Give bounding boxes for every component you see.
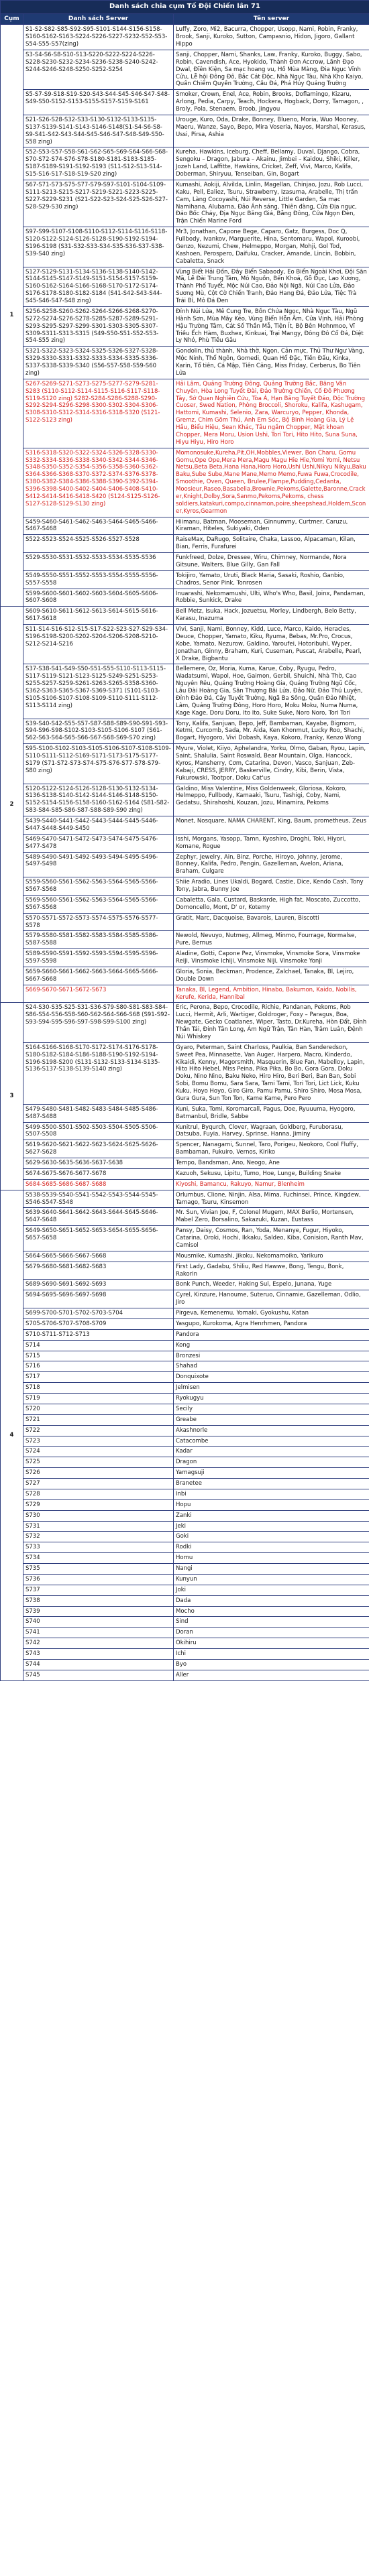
server-name-cell: Hiimanu, Batman, Mooseman, Ginnummy, Curtmer, Caruzu, Kiraman, Hiteles, Sukiyaki, Oden	[174, 517, 369, 535]
server-list-cell: S727	[23, 1479, 174, 1489]
server-list-cell: S67-S71-S73-S75-S77-S79-S97-S101-S104-S109-S111-S213-S215-S217-S219-S221-S223-S225-S227-S229-S231 (S21-S22-S23-S24-S25-S26-S27-S28-S29-S30 zing)	[23, 180, 174, 227]
table-row	[1, 1499, 369, 1510]
header-server-list: Danh sách Server	[23, 13, 174, 25]
table-row	[1, 90, 369, 115]
server-list-cell: S316-S318-S320-S322-S324-S326-S328-S330-S332-S334-S336-S338-S340-S342-S344-S346-S348-S350-S352-S354-S356-S358-S360-S362-S364-S366-S368-S370-S372-S374-S376-S378-S380-S382-S384-S386-S388-S390-S392-S394-S396-S398-S400-S402-S404-S406-S408-S410-S412-S414-S416-S418-S420 (S124-S125-S126-S127-S128-S129-S130 zing)	[23, 448, 174, 517]
table-row	[1, 1574, 369, 1585]
server-list-cell: S649-S650-S651-S652-S653-S654-S655-S656-S657-S658	[23, 1226, 174, 1251]
table-row	[1, 1383, 369, 1394]
table-row	[1, 553, 369, 571]
server-list-cell: S11-S14-S16-S12-S15-S17-S22-S23-S27-S29-S34-S196-S198-S200-S202-S204-S206-S208-S210-S212-S214-S216	[23, 625, 174, 664]
table-row	[1, 1361, 369, 1372]
server-list-cell: S549-S550-S551-S552-S553-S554-S555-S556-S557-S558	[23, 570, 174, 589]
server-name-cell: Myure, Violet, Kiiyo, Aphelandra, Yorku, Olmo, Gaban, Ryou, Lapin, Saint, Shalulia, Saint Roswald, Bear Mountain, Olga, Hancock, Kyros, Mansherry, Cơm, Catarina, Devon, Vasco, Sanjuan, Zeb-Kabaji, CRESS, JERRY, Baskerville, Cindry, Kibi, Berin, Vista, Fukurowski, Tootpor, Doku Cat'us	[174, 744, 369, 784]
cluster-label: 1	[1, 25, 23, 607]
table-row	[1, 607, 369, 625]
server-list-cell: S609-S610-S611-S612-S613-S614-S615-S616-S617-S618	[23, 607, 174, 625]
server-name-cell: Mocho	[174, 1606, 369, 1617]
server-list-cell: S732	[23, 1532, 174, 1542]
server-name-cell: Kunyun	[174, 1574, 369, 1585]
server-list-cell: S716	[23, 1361, 174, 1372]
server-list-cell: S469-S470-S471-S472-S473-S474-S475-S476-S477-S478	[23, 834, 174, 852]
server-list-cell: S745	[23, 1670, 174, 1680]
server-list-cell: S664-S665-S666-S667-S668	[23, 1251, 174, 1262]
table-row	[1, 570, 369, 589]
server-name-cell: Shiie Aradio, Lines Ukaldi, Bogard, Castie, Dice, Kendo Cash, Tony Tony, Jabra, Bunny Joe	[174, 877, 369, 896]
server-list-cell: S684-S685-S686-S687-S688	[23, 1179, 174, 1190]
table-row	[1, 1042, 369, 1104]
server-list-cell: S39-S40-S42-S55-S57-S87-S88-S89-S90-S91-S93-S94-S96-S98-S102-S103-S105-S106-S107 (S61-S62-S63-S64-S65-S66-S67-S68-S69-S70 zing)	[23, 719, 174, 744]
table-row	[1, 267, 369, 306]
server-list-cell: S731	[23, 1521, 174, 1532]
table-row	[1, 1468, 369, 1479]
server-list-cell: S499-S500-S501-S502-S503-S504-S505-S506-S507-S508	[23, 1122, 174, 1140]
server-list-cell: S733	[23, 1542, 174, 1553]
server-name-cell: Mr. Sun, Vivian Joe, F, Colonel Mugem, MAX Berlio, Mortensen, Mabel Zero, Borsalino, Sakazuki, Kuzan, Eustass	[174, 1208, 369, 1226]
server-name-cell: Jeki	[174, 1521, 369, 1532]
cluster-label: 3	[1, 1003, 23, 1190]
server-name-cell: Tokijiro, Yamato, Uruti, Black Maria, Sasaki, Roshio, Ganbio, Chadros, Senor Pink, Tonrosen	[174, 570, 369, 589]
server-list-cell: S737	[23, 1585, 174, 1595]
server-list-cell: S459-S460-S461-S462-S463-S464-S465-S466-S467-S468	[23, 517, 174, 535]
server-list-cell: S718	[23, 1383, 174, 1394]
table-row	[1, 1425, 369, 1436]
table-row	[1, 1280, 369, 1290]
table-row	[1, 744, 369, 784]
server-list-cell: S659-S660-S661-S662-S663-S664-S665-S666-S667-S668	[23, 967, 174, 985]
server-name-cell: Ichi	[174, 1649, 369, 1660]
table-row	[1, 347, 369, 379]
server-list-cell: S725	[23, 1457, 174, 1468]
server-name-cell: Eric, Perona, Bepo, Crocodile, Richie, Pandanan, Pekoms, Rob Lucci, Hermit, Arli, Wartiger, Goldroger, Foxy – Paragus, Boa, Newgate, Gecko Coatlanes, Wiper, Tasto, Dr.Kureha, Hòn Đất, Đỉnh Thần Tái, Đinh Tân Long, Ám Ngữ Trận, Tân Hàn, Trâm Luân, Đệnh Núi Whiskey	[174, 1003, 369, 1042]
server-name-cell: Sanji, Chopper, Nami, Shanks, Law, Franky, Kuroko, Buggy, Sabo, Robin, Cavendish, Ace, Hyokido, Thành Đơn Accrow, Lãnh Đạo Dwal, Đĩên Kiện, Sa mạc hoang vu, Hồ Mùa Màng, Đia Ngục Vĩnh Cửu, Lễ hội Đông Đô, Bắc Cát Độc, Nhà Ngục Tàu, Nhà Kho Kaiyo, Quần Chiếm Quyền Trường, Cầu Đá, Phá Hủy Quảng Trường	[174, 50, 369, 89]
server-name-cell: Gloria, Sonia, Beckman, Prodence, Zalchael, Tanaka, Bl, Lejiro, Double Down	[174, 967, 369, 985]
server-name-cell: Cabaletta, Gala, Custard, Baskarde, High fat, Moscato, Zuccotto, Domoncello, Mont, D' or, Kotemy	[174, 895, 369, 913]
server-list-cell: S722	[23, 1425, 174, 1436]
server-list-cell: S739	[23, 1606, 174, 1617]
server-name-cell: Kong	[174, 1340, 369, 1351]
server-name-cell: Kumashi, Aokiji, Alvilda, Linlin, Magellan, Chinjao, Jozu, Rob Lucci, Kaku, Pell, Ealiez, Tsuru, Strawberry, Izasuma, Arabelle, Thị trấn Cam, Làng Cocoyashi, Núi Reverse, Little Garden, Sa mạc Namihana, Alubarna, Đảo Ánh sáng, Thiên đàng, Cửa Địa ngục, Đảo Bốc Cháy, Địa Ngục Băng Giá, Bẵng Đông, Cửa Ngọn Đèn, Trận Chiến Marine Ford	[174, 180, 369, 227]
table-row	[1, 895, 369, 913]
server-name-cell: Smoker, Crown, Enel, Ace, Robin, Brooks, Doflamingo, Kizaru, Arlong, Pedia, Carpy, Teach, Hockera, Hogback, Dorry, Tamagon, , Broly, Pola, Stenaem, Broob, Jingyou	[174, 90, 369, 115]
server-name-cell: Zephyr, Jewelry, Ain, Binz, Porche, Hiroyo, Johnny, Jerome, Bonney, Kalifa, Pedro, Pengin, Gazelleman, Avelon, Ariana, Braham, Culgare	[174, 852, 369, 877]
table-row	[1, 625, 369, 664]
server-name-cell: Aller	[174, 1670, 369, 1680]
table-row	[1, 1595, 369, 1606]
server-name-cell: Pirgeva, Kemenemu, Yomaki, Gyokushu, Katan	[174, 1308, 369, 1319]
table-row	[1, 379, 369, 448]
table-row	[1, 1226, 369, 1251]
server-name-cell: Kuni, Suka, Tomi, Koromarcall, Pagus, Doe, Ryuuuma, Hyogoro, Batmanbul, Bridle, Sabbe	[174, 1104, 369, 1122]
table-row	[1, 1394, 369, 1404]
server-list-cell: S734	[23, 1553, 174, 1564]
server-name-cell: Vivi, Sanji, Nami, Bonney, Kidd, Luce, Marco, Kaido, Heracles, Deuce, Chopper, Yamato, Kiku, Ryuma, Bebas, Mr.Pro, Crocus, Kobe, Yamato, Nezurow, Galdino, Yaroufei, Hotoribuhi, Wyper, Jonathan, Ginny, Braham, Kuri, Cuseman, Puscat, Arabelle, Pearl, X Drake, Bigbantu	[174, 625, 369, 664]
table-row	[1, 816, 369, 835]
table-row	[1, 1628, 369, 1638]
table-row	[1, 1649, 369, 1660]
server-list-cell: S723	[23, 1436, 174, 1447]
server-list-cell: S1-S2-S82-S85-S92-S95-S101-S144-S156-S158-S160-S162-S163-S224-S226-S227-S232-S52-S53-S54-S55-S57(zing)	[23, 25, 174, 50]
table-row	[1, 147, 369, 180]
server-name-cell: Đỉnh Núi Lửa, Mê Cung Tre, Bồn Chứa Ngọc, Nhà Ngục Tàu, Ngũ Hành Sơn, Mùa Mây Kéo, Vùng Biển Hỗn Âm, Cửa Vịnh, Hải Phòng Hậu Trường Tâm, Cát Số Thần Mẫ, Tiện Ỉt, Bộ Bên Mohnmoo, Vĩ Triều Ếch Hàm, Buxhex, Kinkuai, Trại Mangy, Đông Đô Cổ Đá, Diệt Ly Nhỏ, Phù Tiều Gâu	[174, 306, 369, 346]
server-list-cell: S256-S258-S260-S262-S264-S266-S268-S270-S272-S274-S276-S278-S285-S287-S289-S291-S293-S295-S297-S299-S301-S303-S305-S307-S309-S311-S313-S315 (S49-S50-S51-S52-S53-S54-S55 zing)	[23, 306, 174, 346]
server-list-cell: S267-S269-S271-S273-S275-S277-S279-S281-S283 (S110-S112-S114-S115-S116-S117-S118-S119-S120 zing) S282-S284-S286-S288-S290-S292-S294-S296-S298-S300-S302-S304-S306-S308-S310-S312-S314-S316-S318-S320 (S121-S122-S123 zing)	[23, 379, 174, 448]
table-row	[1, 180, 369, 227]
server-name-cell: Hopu	[174, 1499, 369, 1510]
table-row	[1, 664, 369, 719]
server-list-cell: S3-S4-S6-S8-S10-S13-S220-S222-S224-S226-S228-S230-S232-S234-S236-S238-S240-S242-S244-S246-S248-S250-S252-S254	[23, 50, 174, 89]
server-list-cell: S97-S99-S107-S108-S110-S112-S114-S116-S118-S120-S122-S124-S126-S128-S190-S192-S194-S196-S198 (S31-S32-S33-S34-S35-S36-S37-S38-S39-S40 zing)	[23, 227, 174, 267]
server-name-cell: Bell Metz, Isuka, Hack, Jozuetsu, Morley, Lindbergh, Belo Betty, Karasu, Inazuma	[174, 607, 369, 625]
server-name-cell: Tanaka, Bl, Legend, Ambition, Hinabo, Bakumon, Kaido, Nobilis, Kerufe, Kerida, Hannibal	[174, 985, 369, 1003]
server-list-cell: S740	[23, 1617, 174, 1628]
server-name-cell: Catacombe	[174, 1436, 369, 1447]
table-row	[1, 985, 369, 1003]
server-name-cell: Greabe	[174, 1414, 369, 1425]
table-row	[1, 227, 369, 267]
server-list-cell: S321-S322-S323-S324-S325-S326-S327-S328-S329-S330-S331-S332-S333-S334-S335-S336-S337-S338-S339-S340 (S56-S57-S58-S59-S60 zing)	[23, 347, 174, 379]
server-name-cell: Joki	[174, 1585, 369, 1595]
table-row	[1, 967, 369, 985]
table-row	[1, 1457, 369, 1468]
server-name-cell: Orlumbus, Clione, Ninjin, Alsa, Mima, Fuchinsei, Prince, Kingdew, Tamago, Tsuru, Kinsemon	[174, 1190, 369, 1208]
header-cum: Cụm	[1, 13, 23, 25]
table-row	[1, 1179, 369, 1190]
server-list-cell: S127-S129-S131-S134-S136-S138-S140-S142-S144-S145-S147-S149-S151-S154-S157-S159-S160-S162-S164-S166-S168-S170-S172-S174-S176-S178-S180-S182-S184 (S41-S42-S43-S44-S45-S46-S47-S48 zing)	[23, 267, 174, 306]
server-list-cell: S37-S38-S41-S49-S50-S51-S55-S110-S113-S115-S117-S119-S121-S123-S125-S249-S251-S253-S255-S257-S259-S261-S263-S265-S358-S360-S362-S363-S365-S367-S369-S371 (S101-S103-S105-S106-S107-S108-S109-S110-S111-S112-S113-S114 zing)	[23, 664, 174, 719]
server-list-cell: S674-S675-S676-S677-S678	[23, 1168, 174, 1179]
server-name-cell: Shahad	[174, 1361, 369, 1372]
server-name-cell: Luffy, Zoro, Mi2, Bacurra, Chopper, Usopp, Nami, Robin, Franky, Brook, Sanji, Kuroko, Sutton, Campasnio, Hidon, Jigoro, Gallant Hippo	[174, 25, 369, 50]
server-list-cell: S639-S640-S641-S642-S643-S644-S645-S646-S647-S648	[23, 1208, 174, 1226]
table-row	[1, 1290, 369, 1308]
server-name-cell: Kiyoshi, Bamancu, Rakuyo, Namur, Blenheim	[174, 1179, 369, 1190]
server-name-cell: Pansy, Daisy, Cosmos, Ran, Yoda, Menanye, Fugur, Hiyoko, Catarina, Oroki, Hochi, Ikkaku, Saldeo, Kiba, Conision, Ranth Mav, Camisol	[174, 1226, 369, 1251]
server-name-cell: Vùng Biết Hải Đồn, Đây Biển Sabaody, Eo Biển Ngoài Khơi, Đội Săn Mã, Lễ Đài Trung Tâm, Mô Nguồn, Bến Khoá, Gỗ Đục, Lao Xương, Thành Phố Tuyết, Mộc Núi Cao, Đảo Nội Ngã, Núi Cao Lửa, Đảo Sương Mù, Cột Cờ Chiến Tranh, Đảo Hang Đá, Đảo Lửa, Tiệc Trà Trái Bí, Mỏ Đá Đen	[174, 267, 369, 306]
server-name-cell: RaiseMax, DaRugo, Solitaire, Chaka, Lassoo, Alpacaman, Kilan, Bian, Ferris, Furafurei	[174, 535, 369, 553]
server-name-cell: Inuarashi, Nekomamushi, Ulti, Who's Who, Basil, Joinx, Pandaman, Robbie, Sunkick, Drake	[174, 589, 369, 607]
server-list-cell: S742	[23, 1638, 174, 1649]
table-row	[1, 1251, 369, 1262]
server-name-cell: Ryokugyu	[174, 1394, 369, 1404]
table-row	[1, 1606, 369, 1617]
table-row	[1, 1521, 369, 1532]
server-name-cell: Gyaro, Peterman, Saint Charloss, Paulkia, Ban Sanderedson, Sweet Pea, Minnasette, Van Auger, Harpero, Macro, Kinderdo, Kikaidi, Kenny, Magorsmith, Masquerin, Blue Fan, Mabelloy, Lapin, Hito Hito Hebel, Miss Peina, Pika Pika, Bo Bo, Gora Gora, Doku Doku, Nino Nino, Baku Neko, Hiro Hiro, Beri Beri, Ban Ban, Sobi Sobi, Bomu Bomu, Sara Sara, Tami Tami, Tori Tori, Lict Lick, Kuku Kuku, Hoyo Hoyo, Giro Giro, Pamu Pamu, Shiro Shiro, Mosa Mosa, Gura Gura, Sun Ton Ton, Kame Kame, Pero Pero	[174, 1042, 369, 1104]
server-list-cell: S669-S670-S671-S672-S673	[23, 985, 174, 1003]
server-list-cell: S699-S700-S701-S702-S703-S704	[23, 1308, 174, 1319]
header-row	[1, 13, 369, 25]
server-name-cell: Byo	[174, 1659, 369, 1670]
table-row	[1, 115, 369, 147]
table-row	[1, 1262, 369, 1280]
table-row	[1, 1564, 369, 1575]
table-row	[1, 931, 369, 949]
table-row	[1, 949, 369, 967]
table-row	[1, 1104, 369, 1122]
server-list-cell: S719	[23, 1394, 174, 1404]
table-row	[1, 1404, 369, 1414]
table-row	[1, 1351, 369, 1361]
server-list-cell: S714	[23, 1340, 174, 1351]
server-name-cell: Akashnorle	[174, 1425, 369, 1436]
cluster-label: 2	[1, 607, 23, 1003]
server-name-cell: Branetee	[174, 1479, 369, 1489]
server-list-cell: S599-S600-S601-S602-S603-S604-S605-S606-S607-S608	[23, 589, 174, 607]
server-list-cell: S679-S680-S681-S682-S683	[23, 1262, 174, 1280]
table-row	[1, 834, 369, 852]
server-name-cell: Homu	[174, 1553, 369, 1564]
server-list-cell: S439-S440-S441-S442-S443-S444-S445-S446-S447-S448-S449-S450	[23, 816, 174, 835]
table-row	[1, 1140, 369, 1158]
server-name-cell: Galdino, Miss Valentine, Miss Goldenweek, Gloriosa, Kokoro, Helmeppo, Fullbody, Kamaaki, Tsuru, Tashigi, Coby, Nami, Gedatsu, Shirahoshi, Kouzan, Jozu, Minamira, Pekoms	[174, 784, 369, 816]
server-name-cell: Yamagsuji	[174, 1468, 369, 1479]
table-row	[1, 1340, 369, 1351]
table-row	[1, 1659, 369, 1670]
server-name-cell: Aladine, Gotti, Capone Pez, Vinsmoke, Vinsmoke Sora, Vinsmoke Reiji, Vinsmoke Ichiji, Vinsmoke Niji, Vinsmoke Yonji	[174, 949, 369, 967]
server-name-cell: First Lady, Gadabu, Shiliu, Red Hawwe, Bong, Tengu, Bonk, Rakorin	[174, 1262, 369, 1280]
server-list-cell: S570-S571-S572-S573-S574-S575-S576-S577-S578	[23, 913, 174, 931]
server-list-cell: S741	[23, 1628, 174, 1638]
server-list-cell: S689-S690-S691-S692-S693	[23, 1280, 174, 1290]
server-name-cell: Doran	[174, 1628, 369, 1638]
server-list-cell: S24-S30-S35-S25-S31-S36-S79-S80-S81-S83-S84-S86-S54-S56-S58-S60-S62-S64-S66-S68 (S91-S92-S93-S94-S95-S96-S97-S98-S99-S100 zing)	[23, 1003, 174, 1042]
table-row	[1, 1617, 369, 1628]
server-name-cell: Bronzesi	[174, 1351, 369, 1361]
server-list-cell: S729	[23, 1499, 174, 1510]
server-name-cell: Okihiru	[174, 1638, 369, 1649]
table-row	[1, 1329, 369, 1340]
table-row	[1, 1372, 369, 1383]
server-name-cell: Tony, Kalifa, Sanjuan, Bepo, Jeff, Bambaman, Kayabe, Bigmom, Ketmi, Curcomb, Sada, Mr. Aida, Ken Khonmut, Lucky Roo, Shachi, Bogart, Hyogoro, Vivi Dobash, Kaya, Kokoro, Franky, Kenzo Wong	[174, 719, 369, 744]
server-name-cell: Gratit, Marc, Dacquoise, Bavarois, Lauren, Biscotti	[174, 913, 369, 931]
server-name-cell: Yasgupo, Kurokoma, Agra Henrhmen, Pandora	[174, 1318, 369, 1329]
cluster-label: 4	[1, 1190, 23, 1680]
table-row	[1, 852, 369, 877]
table-row	[1, 1638, 369, 1649]
server-list-cell: S715	[23, 1351, 174, 1361]
server-list-cell: S589-S590-S591-S592-S593-S594-S595-S596-S597-S598	[23, 949, 174, 967]
table-row	[1, 877, 369, 896]
server-name-cell: Cyrel, Kinzure, Hanoume, Suteruo, Cinnamie, Gazelleman, Odlio, Jiro	[174, 1290, 369, 1308]
table-row	[1, 1585, 369, 1595]
server-list-cell: S720	[23, 1404, 174, 1414]
cluster-table-body	[1, 25, 369, 1680]
table-row	[1, 1003, 369, 1042]
table-row	[1, 913, 369, 931]
server-list-cell: S738	[23, 1595, 174, 1606]
server-name-cell: Dragon	[174, 1457, 369, 1468]
server-list-cell: S120-S122-S124-S126-S128-S130-S132-S134-S136-S138-S140-S142-S144-S146-S148-S150-S152-S154-S156-S158-S160-S162-S164 (S81-S82-S83-S84-S85-S86-S87-S88-S89-S90 zing)	[23, 784, 174, 816]
sheet-title: Danh sách chia cụm Tố Đội Chiến lân 71	[1, 1, 369, 14]
server-name-cell: Hải Lâm, Quảng Trường Đông, Quảng Trường Bắc, Băng Vân Chuyên, Hòa Long Tuyết Đài, Đảo Trường Chiến, Cố Đô Phương Tây, Sở Quan Nghiên Cứu, Tòa Á, Hạn Băng Tuyết Đảo, Độc Trường Cuoser, Swed Nation, Phòng Broccoli, Shoroku, Kalifa, Kashugam, Hattomi, Kumashi, Selenio, Zara, Warcuryo, Pepper, Khonda, Gremz, Chim Gõm Thú, Anh Em Sóc, Bộ Binh Hoàng Gia, Lý Lệ Hầu, Biểu Hiệu, Sean Khác, Tầu ngầm Chopper, Mặt khoan Chopper, Mera Moru, Usion Ushi, Tori Tori, Hito Hito, Suna Suna, Hiyu Hiyu, Hiro Horo	[174, 379, 369, 448]
server-list-cell: S710-S711-S712-S713	[23, 1329, 174, 1340]
server-list-cell: S529-S530-S531-S532-S533-S534-S535-S536	[23, 553, 174, 571]
table-row	[1, 1447, 369, 1457]
server-list-cell: S744	[23, 1659, 174, 1670]
table-row	[1, 25, 369, 50]
server-name-cell: Funkfreed, Dolze, Dressee, Wiru, Chimney, Normande, Nora Gitsune, Walters, Blue Gilly, Gan Fall	[174, 553, 369, 571]
server-name-cell: Urouge, Kuro, Oda, Drake, Bonney, Blueno, Moria, Wuo Mooney, Maeru, Wanze, Sayo, Bepo, Mira Voseria, Nayos, Marshal, Kerasus, Ussi, Pirsa, Ashia	[174, 115, 369, 147]
server-name-cell: Bonk Punch, Weeder, Haking Sul, Espelo, Junana, Yuge	[174, 1280, 369, 1290]
server-list-cell: S619-S620-S621-S622-S623-S624-S625-S626-S627-S628	[23, 1140, 174, 1158]
header-server-name: Tên server	[174, 13, 369, 25]
sheet-title-row	[1, 1, 369, 14]
server-name-cell: Kadar	[174, 1447, 369, 1457]
server-list-cell: S579-S580-S581-S582-S583-S584-S585-S586-S587-S588	[23, 931, 174, 949]
server-name-cell: Jelmisen	[174, 1383, 369, 1394]
server-name-cell: Bellemere, Oz, Moria, Kuma, Karue, Coby, Ryugu, Pedro, Wadatsumi, Wapol, Hoe, Gaimon, Gerbil, Shuichi, Nhà Thờ, Cao Nguyên Rêu, Quảng Trường Hoàng Gia, Quảng Trường Ngũ Cốc, Lâu Đài Hoàng Gia, Sân Thượng Bãi Lửa, Đảo Nữ, Đảo Thú Luyện, Đỉnh Đảo Đá, Cây Tuyết Trường, Ngã Ba Sông, Quần Đảo Nhiệt, Lâm, Quảng Trường Đông, Horo Horo, Moku Moku, Numa Numa, Kage Kage, Doru Doru, Ito Ito, Suke Suke, Noro Noro, Tori Tori	[174, 664, 369, 719]
server-name-cell: Secily	[174, 1404, 369, 1414]
server-list-cell: S743	[23, 1649, 174, 1660]
server-name-cell: Tempo, Bandsman, Ano, Neogo, Ane	[174, 1158, 369, 1169]
table-row	[1, 784, 369, 816]
table-row	[1, 1553, 369, 1564]
table-row	[1, 589, 369, 607]
server-name-cell: Newold, Nevuyo, Nutmeg, Allmeg, Minmo, Fourrage, Normalse, Pure, Bernus	[174, 931, 369, 949]
server-list-cell: S730	[23, 1510, 174, 1521]
server-name-cell: Momonosuke,Kureha,Pit,OH,Mobbles,Viewer, Bon Charu, Gomu Gomu,Ope Ope,Mera Mera,Magu Magu Hie Hie,Yomi Yomi, Netsu Netsu,Beta Beta,Hana Hana,Horo Horo,Ushi Ushi,Nikyu Nikyu,Baku Baku,Sube Sube,Mane Mane,Memo Memo,Fuwa Fuwa,Crocodile, Smoothie, Oven, Queen, Brulee,Flampe,Pudding,Cedanta, Moosieur,Raseo,Basabelia,Brownie,Pekoms,Galette,Baronne,Cracker,Knight,Dolby,Sora,Sanmo,Pekoms,Pekoms, chess soldiers,katakuri,compo,cinnamon,poire,sheepshead,Holdem,Sconer,Kyros,Gearmon	[174, 448, 369, 517]
server-name-cell: Kureha, Hawkins, Iceburg, Cheff, Bellamy, Duval, Django, Cobra, Sengoku – Dragon, Jabura – Akainu, Jimbei – Kaidou, Shiki, Killer, Jozeh Land, Laffitte, Hawkins, Cricket, Zeff, Vivi, Marco, Kalifa, Doberman, Shiryuu, Tenseiban, Gin, Bogart	[174, 147, 369, 180]
table-row	[1, 535, 369, 553]
table-row	[1, 1670, 369, 1680]
table-row	[1, 1190, 369, 1208]
table-row	[1, 1510, 369, 1521]
server-name-cell: Kunitrul, Byqurch, Clover, Wagraan, Goldberg, Furuborasu, Datsuba, Fuyia, Harvey, Sprinse, Hanna, Jiminy	[174, 1122, 369, 1140]
table-row	[1, 1489, 369, 1499]
server-name-cell: Monet, Nosquare, NAMA CHARENT, King, Baum, prometheus, Zeus	[174, 816, 369, 835]
server-list-cell: S489-S490-S491-S492-S493-S494-S495-S496-S497-S498	[23, 852, 174, 877]
server-list-cell: S479-S480-S481-S482-S483-S484-S485-S486-S487-S488	[23, 1104, 174, 1122]
server-list-cell: S629-S630-S635-S636-S637-S638	[23, 1158, 174, 1169]
server-list-cell: S5-S7-S9-S18-S19-S20-S43-S44-S45-S46-S47-S48-S49-S50-S152-S153-S155-S157-S159-S161	[23, 90, 174, 115]
server-list-cell: S52-S53-S57-S58-S61-S62-S65-S69-S64-S66-S68-S70-S72-S74-S76-S78-S180-S181-S183-S185-S187-S189-S191-S192-S193 (S11-S12-S13-S14-S15-S16-S17-S18-S19-S20 zing)	[23, 147, 174, 180]
server-name-cell: Pandora	[174, 1329, 369, 1340]
table-row	[1, 1158, 369, 1169]
server-list-cell: S728	[23, 1489, 174, 1499]
server-list-cell: S164-S166-S168-S170-S172-S174-S176-S178-S180-S182-S184-S186-S188-S190-S192-S194-S196-S198-S200 (S131-S132-S133-S134-S135-S136-S137-S138-S139-S140 zing)	[23, 1042, 174, 1104]
server-list-cell: S735	[23, 1564, 174, 1575]
server-list-cell: S559-S560-S561-S562-S563-S564-S565-S566-S567-S568	[23, 877, 174, 896]
table-row	[1, 1318, 369, 1329]
table-row	[1, 1532, 369, 1542]
server-list-cell: S522-S523-S524-S525-S526-S527-S528	[23, 535, 174, 553]
server-name-cell: Isshi, Morgans, Yasopp, Tamn, Kyoshiro, Droghi, Toki, Hiyori, Komane, Rogue	[174, 834, 369, 852]
server-name-cell: Spencer, Nanagami, Sunnel, Taro, Porigeu, Neokoro, Cool Fluffy, Bambaman, Fukuiro, Vernos, Kiriko	[174, 1140, 369, 1158]
table-row	[1, 1479, 369, 1489]
table-row	[1, 1168, 369, 1179]
server-name-cell: Dada	[174, 1595, 369, 1606]
server-list-cell: S717	[23, 1372, 174, 1383]
server-name-cell: Kazuoh, Sekusu, Lipitu, Tumo, Hoe, Lunge, Building Snake	[174, 1168, 369, 1179]
table-row	[1, 50, 369, 89]
table-row	[1, 1122, 369, 1140]
server-list-cell: S694-S695-S696-S697-S698	[23, 1290, 174, 1308]
table-row	[1, 719, 369, 744]
server-name-cell: Inbi	[174, 1489, 369, 1499]
server-list-cell: S736	[23, 1574, 174, 1585]
table-row	[1, 1436, 369, 1447]
table-row	[1, 448, 369, 517]
table-row	[1, 1542, 369, 1553]
server-list-cell: S726	[23, 1468, 174, 1479]
server-list-cell: S721	[23, 1414, 174, 1425]
server-name-cell: Donquixote	[174, 1372, 369, 1383]
server-name-cell: Mr3, Jonathan, Capone Bege, Caparo, Gatz, Burgess, Doc Q, Fullbody, Ivankov, Marguerite, Hina, Sentomaru, Wapol, Kuroobi, Genzo, Nezumi, Chew, Helmeppo, Morgan, Mohji, Gol Tod, Kashoen, Perospero, Daifuku, Cracker, Amande, Lincin, Bobbin, Cabaletta, Snack	[174, 227, 369, 267]
table-row	[1, 517, 369, 535]
table-row	[1, 306, 369, 346]
table-row	[1, 1208, 369, 1226]
table-row	[1, 1308, 369, 1319]
server-name-cell: Mousmike, Kumashi, Jikoku, Nekomamoiko, Yarikuro	[174, 1251, 369, 1262]
server-name-cell: Gondolin, thủ thành, Nhà thờ, Ngọn, Cản mực, Thủ Thư Ngư Vàng, Mộc Ninh, Thổ Ngôn, Gomedi, Quan Hổ Đặc, Tiền Đấu, Kinka, Karin, Tổ tiên, Cá Mập, Tiên Cảng, Miss Friday, Cerberus, Bo Tiên Lửa	[174, 347, 369, 379]
server-list-cell: S95-S100-S102-S103-S105-S106-S107-S108-S109-S110-S111-S112-S169-S171-S173-S175-S177-S179 (S71-S72-S73-S74-S75-S76-S77-S78-S79-S80 zing)	[23, 744, 174, 784]
server-list-cell: S538-S539-S540-S541-S542-S543-S544-S545-S546-S547-S548	[23, 1190, 174, 1208]
server-list-cell: S724	[23, 1447, 174, 1457]
server-name-cell: Rodki	[174, 1542, 369, 1553]
server-name-cell: Sind	[174, 1617, 369, 1628]
server-list-cell: S569-S560-S561-S562-S563-S564-S565-S566-S567-S568	[23, 895, 174, 913]
server-name-cell: Goki	[174, 1532, 369, 1542]
server-name-cell: Zanki	[174, 1510, 369, 1521]
server-list-cell: S21-S26-S28-S32-S33-S130-S132-S133-S135-S137-S139-S141-S143-S146-S148(S1-S4-S6-S8-S9-S41-S42-S43-S44-S45-S46-S47-S48-S49-S50-S58 zing)	[23, 115, 174, 147]
server-name-cell: Nangi	[174, 1564, 369, 1575]
table-row	[1, 1414, 369, 1425]
server-list-cell: S705-S706-S707-S708-S709	[23, 1318, 174, 1329]
